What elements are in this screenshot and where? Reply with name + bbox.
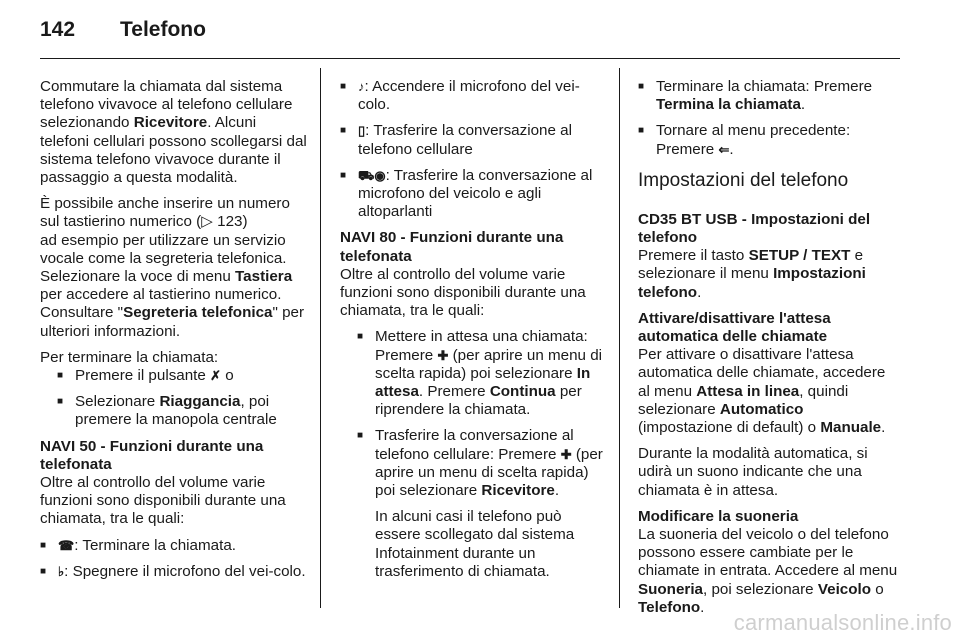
subsection-title: Impostazioni del telefono	[638, 169, 849, 191]
cross-key-icon: ✗	[210, 368, 221, 384]
mic-on-icon: ♪	[358, 79, 365, 94]
list-item: ■ Tornare al menu precedente: Premere ⇐.	[638, 122, 900, 158]
bullet-list	[40, 537, 308, 581]
list-item: ■ ⛟◉: Trasferire la conversazione al microfono del veicolo e agli altoparlanti	[340, 167, 608, 222]
paragraph: Commutare la chiamata dal sistema telefono vivavoce al telefono cellulare selezionando Ricevitore. Alcuni telefoni cellulari possono scollegarsi dal sistema telefono vivavoce durante il passaggio a questa modalità.	[40, 78, 307, 187]
list-item: ■ Trasferire la conversazione al telefono cellulare: Premere ✚ (per aprire un menu di scelta rapida) poi selezionare Ricevitore.	[357, 427, 608, 500]
list-item: ■ ♪: Accendere il microfono del vei-colo.	[340, 78, 608, 114]
note-paragraph: In alcuni casi il telefono può essere scollegato dal sistema Infotainment durante un trasferimento di chiamata.	[375, 508, 575, 580]
list-item: ■ Selezionare Riaggancia, poi premere la manopola centrale	[57, 393, 308, 429]
page-ref-icon: ▷	[201, 213, 213, 231]
section-heading: Attivare/disattivare l'attesa automatica delle chiamate	[638, 309, 831, 346]
list-item: ■ ☎: Terminare la chiamata.	[40, 537, 308, 555]
list-item: ■ ▯: Trasferire la conversazione al telefono cellulare	[340, 122, 608, 158]
section-heading: NAVI 80 - Funzioni durante una telefonata	[340, 229, 564, 265]
car-speaker-icon: ⛟◉	[358, 167, 386, 183]
header-rule	[40, 58, 900, 59]
paragraph: Premere il tasto SETUP / TEXT e selezionare il menu Impostazioni telefono.	[638, 247, 866, 301]
column-divider	[320, 68, 321, 608]
paragraph: È possibile anche inserire un numero sul tastierino numerico (▷ 123)	[40, 195, 290, 231]
back-arrow-icon: ⇐	[718, 141, 730, 157]
hang-up-icon: ☎	[58, 537, 75, 553]
bullet-list	[340, 328, 608, 500]
mic-off-icon: ♭	[58, 563, 65, 579]
column-divider	[619, 68, 620, 608]
phone-handset-icon: ▯	[358, 123, 366, 139]
list-item: ■ Mettere in attesa una chiamata: Premere ✚ (per aprire un menu di scelta rapida) poi selezionare In attesa. Premere Continua per riprendere la chiamata.	[357, 328, 608, 419]
page-title: Telefono	[120, 18, 206, 41]
column-1	[40, 78, 308, 589]
list-item: ■ Premere il pulsante ✗ o	[57, 367, 308, 385]
list-item: ■ Terminare la chiamata: Premere Termina la chiamata.	[638, 78, 900, 114]
column-3	[638, 78, 900, 625]
paragraph: Oltre al controllo del volume varie funzioni sono disponibili durante una chiamata, tra le quali:	[340, 265, 586, 320]
paragraph: Durante la modalità automatica, si udirà un suono indicante che una chiamata è in attesa.	[638, 445, 868, 499]
column-2	[340, 78, 608, 589]
page-number: 142	[40, 18, 76, 41]
section-heading: CD35 BT USB - Impostazioni del telefono	[638, 210, 871, 247]
bullet-list	[638, 78, 900, 159]
plus-icon: ✚	[560, 446, 572, 462]
bullet-list	[40, 367, 308, 430]
paragraph: Oltre al controllo del volume varie funzioni sono disponibili durante una chiamata, tra le quali:	[40, 474, 286, 528]
page-header	[40, 18, 206, 48]
bullet-list	[340, 78, 608, 221]
paragraph: Per terminare la chiamata:	[40, 348, 219, 366]
list-item: ■ ♭: Spegnere il microfono del vei-colo.	[40, 563, 308, 581]
plus-icon: ✚	[437, 347, 449, 363]
paragraph: ad esempio per utilizzare un servizio vocale come la segreteria telefonica. Selezionare la voce di menu Tastiera per accedere al tastierino numerico. Consultare "Segreteria telefonica" per ulteriori informazioni.	[40, 231, 305, 340]
section-heading: NAVI 50 - Funzioni durante una telefonata	[40, 437, 264, 473]
watermark: carmanualsonline.info	[733, 610, 952, 635]
paragraph: La suoneria del veicolo o del telefono possono essere cambiate per le chiamate in entrata. Accedere al menu Suoneria, poi selezionare Veicolo o Telefono.	[638, 526, 898, 616]
paragraph: Per attivare o disattivare l'attesa automatica delle chiamate, accedere al menu Attesa in linea, quindi selezionare Automatico (impostazione di default) o Manuale.	[638, 346, 886, 437]
section-heading: Modificare la suoneria	[638, 507, 799, 525]
